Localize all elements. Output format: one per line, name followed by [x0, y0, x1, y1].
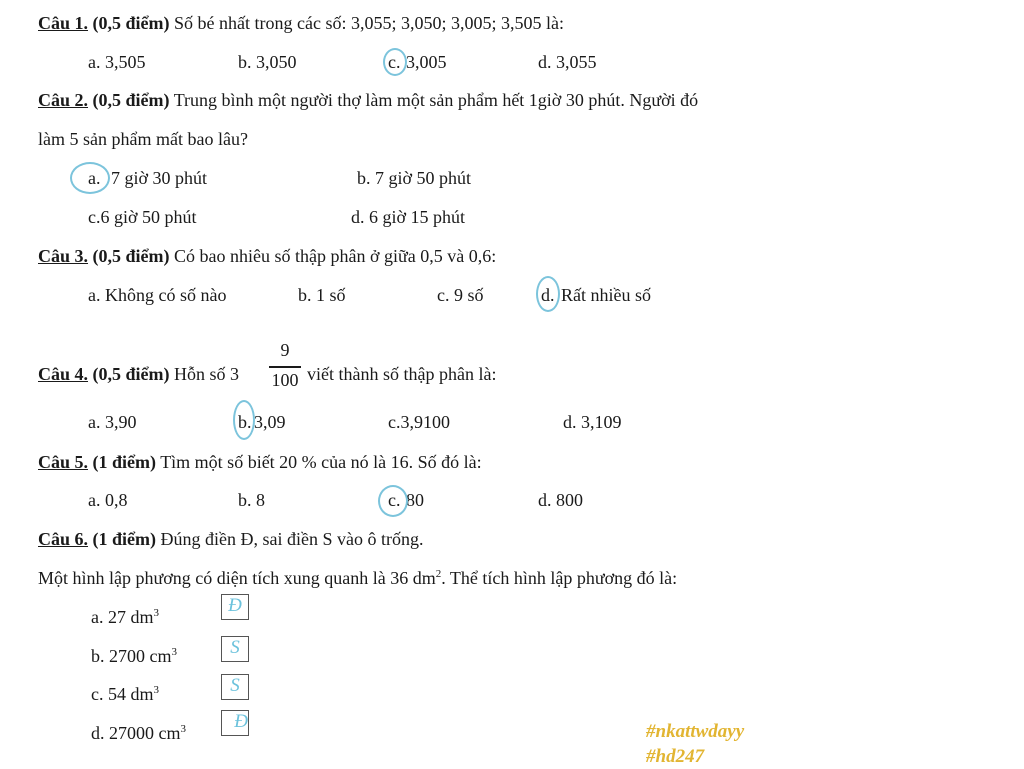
q4-fraction-bar	[269, 366, 301, 368]
question-1-line	[38, 12, 564, 34]
q6-item-d	[91, 722, 186, 744]
question-2-text: Trung bình một người thợ làm một sản phẩm hết 1giờ 30 phút. Người đó	[173, 90, 699, 110]
question-5-text: Tìm một số biết 20 % của nó là 16. Số đó là:	[160, 452, 482, 472]
question-5-points: (1 điểm)	[92, 452, 156, 472]
q6-item-d-text: d. 27000 cm	[91, 723, 181, 743]
q5-option-c-letter: c.	[388, 490, 401, 510]
q2-option-d: d. 6 giờ 15 phút	[351, 207, 466, 227]
q4-answer-circle	[233, 400, 255, 440]
question-5-label: Câu 5.	[38, 452, 89, 472]
hashtag-2: #hd247	[646, 746, 705, 767]
question-3-line	[38, 245, 496, 267]
hashtag-1: #nkattwdayy	[646, 721, 745, 742]
question-4-line	[38, 363, 239, 385]
q6-item-d-answer-box[interactable]: Đ	[221, 710, 249, 736]
q3-option-c: c. 9 số	[437, 285, 484, 305]
q5-option-b: b. 8	[238, 490, 265, 510]
q1-answer-circle	[383, 48, 407, 76]
question-2-line1	[38, 89, 698, 111]
question-1-label: Câu 1.	[38, 13, 89, 33]
q6-item-b-answer-box[interactable]: S	[221, 636, 249, 662]
question-5-line	[38, 451, 482, 473]
question-4-text-after: viết thành số thập phân là:	[307, 364, 497, 384]
q1-option-a: a. 3,505	[88, 52, 146, 72]
q5-option-a: a. 0,8	[88, 490, 128, 510]
q5-option-d: d. 800	[538, 490, 583, 510]
question-6-stem-before: Một hình lập phương có diện tích xung quanh là 36 dm	[38, 568, 436, 588]
question-6-stem	[38, 567, 677, 589]
q4-option-d: d. 3,109	[563, 412, 622, 432]
q6-item-b-sup: 3	[171, 646, 177, 658]
question-6-stem-sup: 2	[435, 568, 442, 580]
q6-item-c-sup: 3	[153, 684, 159, 696]
q3-option-a: a. Không có số nào	[88, 285, 227, 305]
question-3-points: (0,5 điểm)	[92, 246, 170, 266]
q4-fraction-numerator: 9	[280, 340, 290, 360]
q2-option-a-value: 7 giờ 30 phút	[111, 168, 208, 188]
q2-option-b: b. 7 giờ 50 phút	[357, 168, 472, 188]
q5-option-c-value: 80	[406, 490, 424, 510]
question-4-points: (0,5 điểm)	[92, 364, 170, 384]
q6-item-c-text: c. 54 dm	[91, 684, 154, 704]
q4-option-b-letter: b.	[238, 412, 252, 432]
q3-option-d-letter: d.	[541, 285, 555, 305]
q2-option-c: c.6 giờ 50 phút	[88, 207, 197, 227]
question-3-label: Câu 3.	[38, 246, 89, 266]
q1-option-d: d. 3,055	[538, 52, 597, 72]
q2-answer-circle	[70, 162, 110, 194]
question-4-text-before: Hỗn số 3	[174, 364, 240, 384]
q1-option-c-letter: c.	[388, 52, 401, 72]
question-1-points: (0,5 điểm)	[92, 13, 170, 33]
q3-option-d-value: Rất nhiều số	[561, 285, 651, 305]
q3-option-b: b. 1 số	[298, 285, 346, 305]
q6-item-b-text: b. 2700 cm	[91, 646, 172, 666]
q5-answer-circle	[378, 485, 408, 517]
q6-item-a-text: a. 27 dm	[91, 607, 154, 627]
q6-item-a	[91, 606, 159, 628]
q1-option-b: b. 3,050	[238, 52, 297, 72]
q6-item-a-sup: 3	[153, 607, 159, 619]
question-6-stem-after: . Thể tích hình lập phương đó là:	[441, 568, 678, 588]
question-6-points: (1 điểm)	[92, 529, 156, 549]
q4-option-c: c.3,9100	[388, 412, 450, 432]
q6-item-b	[91, 645, 177, 667]
question-6-label: Câu 6.	[38, 529, 89, 549]
question-2-line2: làm 5 sản phẩm mất bao lâu?	[38, 129, 248, 149]
q4-fraction-denominator: 100	[271, 370, 299, 390]
question-2-label: Câu 2.	[38, 90, 89, 110]
question-4-label: Câu 4.	[38, 364, 89, 384]
question-6-text: Đúng điền Đ, sai điền S vào ô trống.	[160, 529, 424, 549]
q6-item-c	[91, 683, 159, 705]
question-3-text: Có bao nhiêu số thập phân ở giữa 0,5 và 0,6:	[174, 246, 497, 266]
q6-item-c-answer-box[interactable]: S	[221, 674, 249, 700]
q3-answer-circle	[536, 276, 560, 312]
question-1-text: Số bé nhất trong các số: 3,055; 3,050; 3,005; 3,505 là:	[174, 13, 564, 33]
question-2-points: (0,5 điểm)	[92, 90, 170, 110]
q4-option-b-value: 3,09	[254, 412, 286, 432]
q2-option-a-letter: a.	[88, 168, 101, 188]
q1-option-c-value: 3,005	[406, 52, 447, 72]
question-6-line	[38, 528, 423, 550]
q4-option-a: a. 3,90	[88, 412, 137, 432]
q6-item-a-answer-box[interactable]: Đ	[221, 594, 249, 620]
q6-item-d-sup: 3	[180, 723, 186, 735]
